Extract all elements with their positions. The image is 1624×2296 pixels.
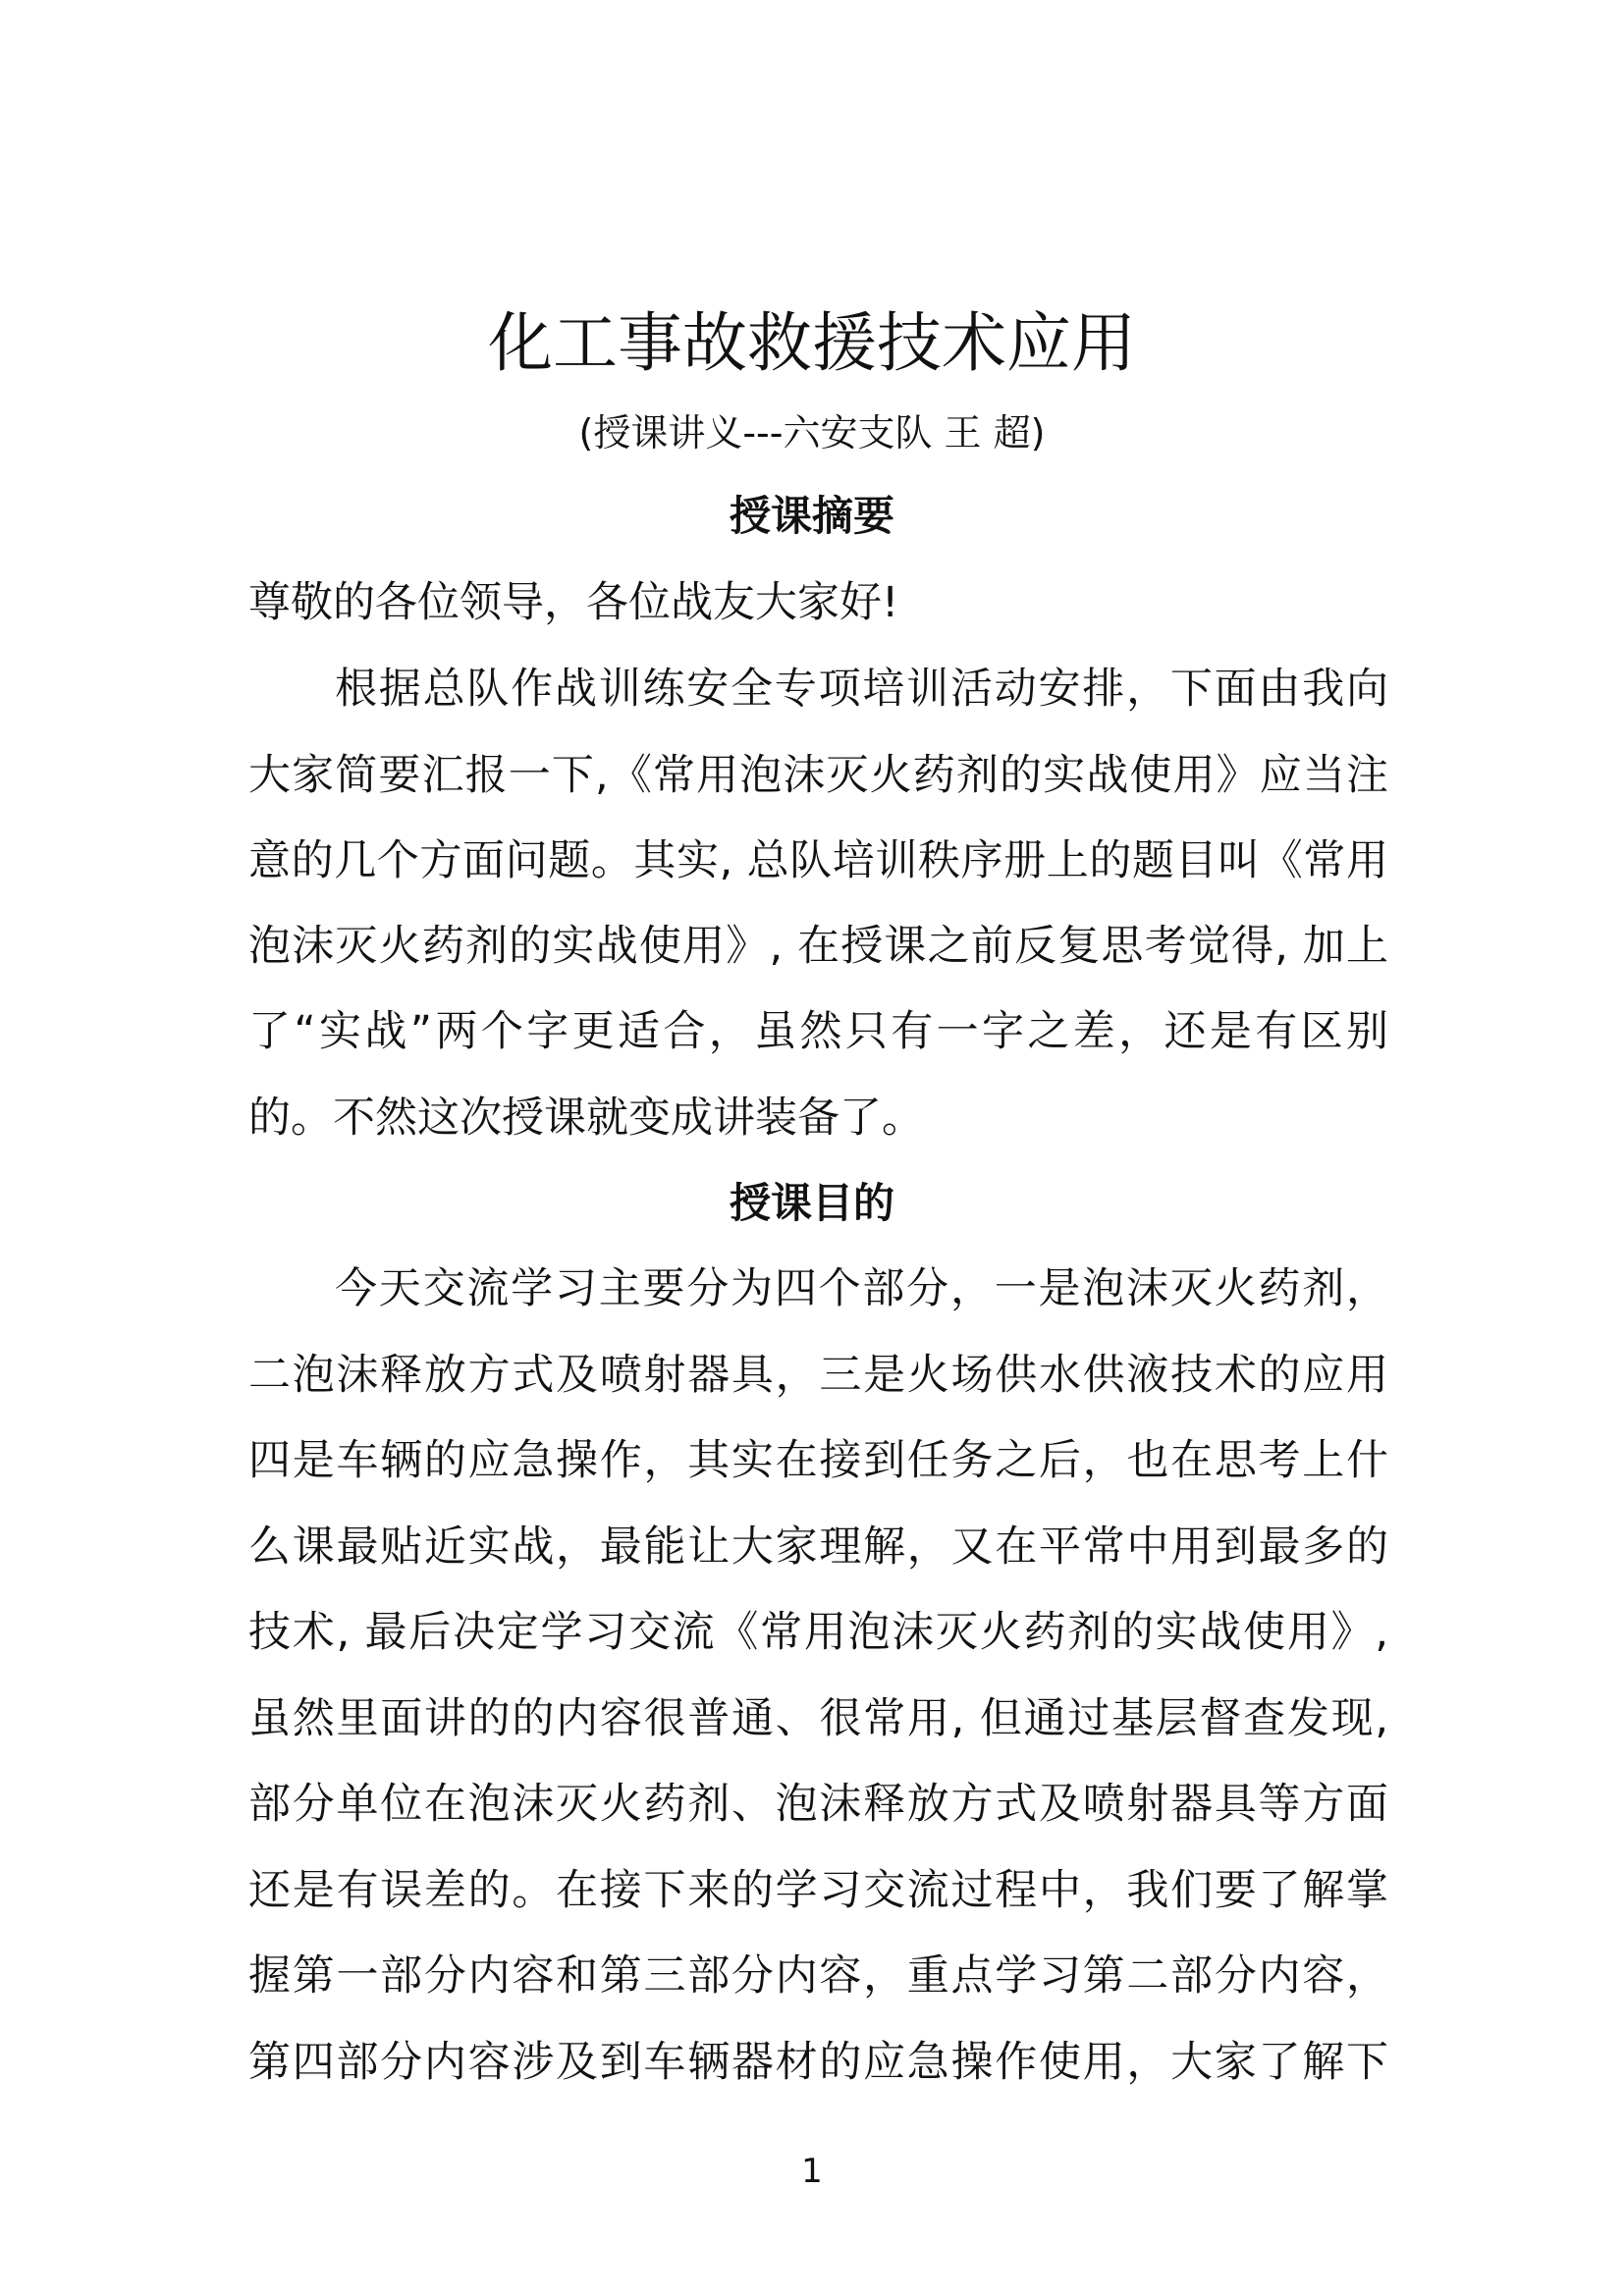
paragraph-line: 部分单位在泡沫灭火药剂、泡沫释放方式及喷射器具等方面 [248, 1780, 1388, 1829]
paragraph-line: 了“实战”两个字更适合，虽然只有一字之差，还是有区别 [248, 1007, 1388, 1056]
section-heading-purpose: 授课目的 [729, 1179, 894, 1227]
paragraph-line: 四是车辆的应急操作，其实在接到任务之后，也在思考上什 [248, 1436, 1388, 1485]
paragraph-line: 根据总队作战训练安全专项培训活动安排，下面由我向 [335, 665, 1388, 714]
paragraph-line: 意的几个方面问题。其实, 总队培训秩序册上的题目叫《常用 [248, 836, 1388, 885]
paragraph-line: 的。不然这次授课就变成讲装备了。 [248, 1094, 924, 1143]
greeting-line: 尊敬的各位领导，各位战友大家好! [248, 578, 899, 627]
paragraph-line: 二泡沫释放方式及喷射器具，三是火场供水供液技术的应用 [248, 1351, 1388, 1400]
paragraph-line: 握第一部分内容和第三部分内容，重点学习第二部分内容， [248, 1951, 1388, 2001]
paragraph-line: 泡沫灭火药剂的实战使用》, 在授课之前反复思考觉得, 加上 [248, 922, 1388, 971]
section-heading-summary: 授课摘要 [729, 492, 894, 540]
paragraph-line: 虽然里面讲的的内容很普通、很常用, 但通过基层督查发现, [248, 1694, 1388, 1743]
paragraph-line: 么课最贴近实战，最能让大家理解，又在平常中用到最多的 [248, 1522, 1388, 1572]
paragraph-line: 第四部分内容涉及到车辆器材的应急操作使用，大家了解下 [248, 2038, 1388, 2087]
paragraph-line: 大家简要汇报一下,《常用泡沫灭火药剂的实战使用》应当注 [248, 751, 1388, 800]
document-title: 化工事故救援技术应用 [488, 305, 1136, 381]
paragraph-line: 今天交流学习主要分为四个部分，一是泡沫灭火药剂， [335, 1264, 1388, 1313]
page-number: 1 [801, 2152, 823, 2191]
paragraph-line: 技术, 最后决定学习交流《常用泡沫灭火药剂的实战使用》, [248, 1608, 1388, 1657]
paragraph-line: 还是有误差的。在接下来的学习交流过程中，我们要了解掌 [248, 1866, 1388, 1915]
document-subtitle: (授课讲义---六安支队 王 超) [578, 411, 1046, 454]
